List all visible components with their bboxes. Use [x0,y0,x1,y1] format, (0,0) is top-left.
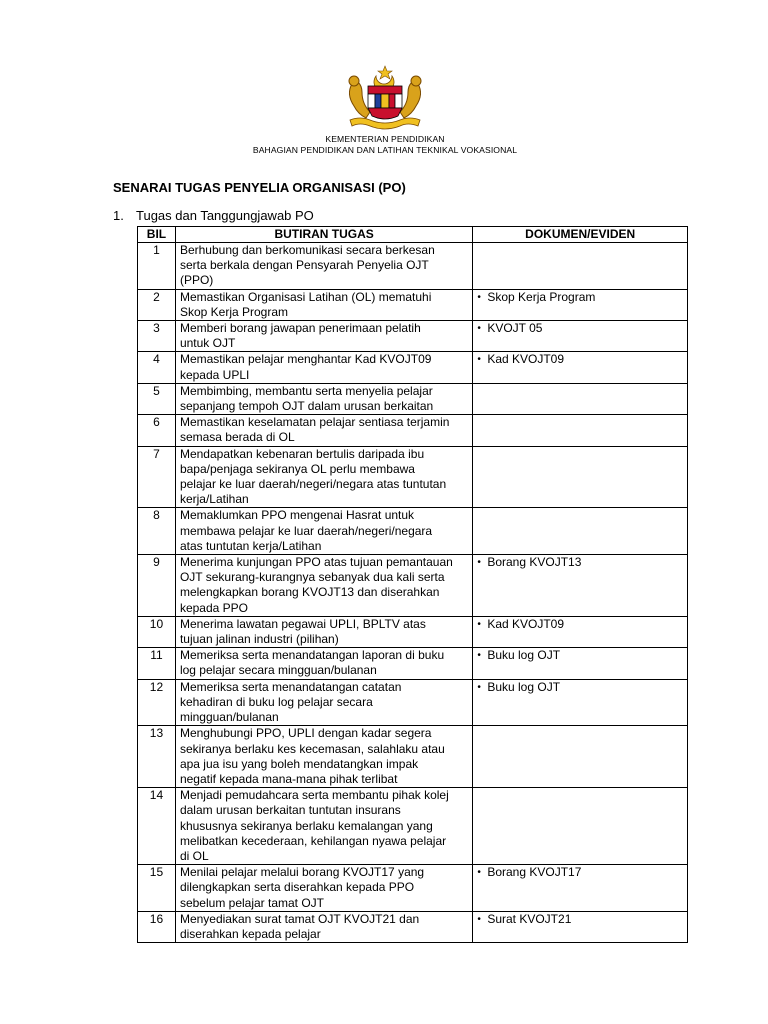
row-number: 16 [138,911,176,942]
task-line: Membimbing, membantu serta menyelia pelajar [179,383,433,398]
task-description [175,726,472,788]
bullet-icon: • [477,557,481,569]
task-line: sebelum pelajar tamat OJT [179,895,325,910]
task-description [175,321,472,352]
document-title: SENARAI TUGAS PENYELIA ORGANISASI (PO) [113,180,406,195]
task-description [175,679,472,726]
task-line: melengkapkan borang KVOJT13 dan diserahkan [179,585,440,600]
task-line: Memastikan keselamatan pelajar sentiasa terjamin [179,415,450,430]
task-line: Memastikan Organisasi Latihan (OL) mematuhi [179,289,432,304]
table-row [138,446,688,508]
table-row [138,352,688,383]
evidence-cell [473,616,688,647]
task-line: Memastikan pelajar menghantar Kad KVOJT09 [179,352,432,367]
row-number: 8 [138,508,176,555]
section-title: Tugas dan Tanggungjawab PO [136,208,314,223]
evidence-cell [473,679,688,726]
bullet-icon: • [477,913,481,925]
task-description [175,911,472,942]
task-line: melibatkan kecederaan, kehilangan nyawa pelajar [179,833,447,848]
task-line: tujuan jalinan industri (pilihan) [179,632,339,647]
task-line: kepada PPO [179,600,248,615]
task-description [175,788,472,865]
task-line: untuk OJT [179,336,236,351]
task-line: Menilai pelajar melalui borang KVOJT17 yang [179,865,425,880]
evidence-cell [473,648,688,679]
evidence-document: Borang KVOJT17 [487,865,582,880]
evidence-document: Borang KVOJT13 [487,555,582,570]
task-line: Menghubungi PPO, UPLI dengan kadar segera [179,726,432,741]
table-row [138,321,688,352]
bullet-icon: • [477,323,481,335]
row-number: 4 [138,352,176,383]
row-number: 11 [138,648,176,679]
evidence-cell [473,289,688,320]
task-line: Menerima lawatan pegawai UPLI, BPLTV atas [179,616,426,631]
bullet-icon: • [477,650,481,662]
task-line: bapa/penjaga sekiranya OL perlu membawa [179,461,415,476]
table-row [138,289,688,320]
task-line: (PPO) [179,273,214,288]
task-line: OJT sekurang-kurangnya sebanyak dua kali serta [179,570,445,585]
row-number: 7 [138,446,176,508]
header-doc: DOKUMEN/EVIDEN [473,227,688,243]
task-description [175,508,472,555]
task-line: atas tuntutan kerja/Latihan [179,538,322,553]
task-table-body [138,243,688,943]
evidence-cell [473,446,688,508]
header-task: BUTIRAN TUGAS [175,227,472,243]
row-number: 1 [138,243,176,290]
bullet-icon: • [477,354,481,366]
task-description [175,865,472,912]
evidence-cell [473,352,688,383]
table-row [138,383,688,414]
division-name: BAHAGIAN PENDIDIKAN DAN LATIHAN TEKNIKAL VOKASIONAL [252,145,518,155]
table-row [138,415,688,446]
evidence-document: Skop Kerja Program [487,289,596,304]
task-description [175,648,472,679]
table-row [138,555,688,617]
task-line: apa jua isu yang boleh mendatangkan impak [179,756,419,771]
bullet-icon: • [477,681,481,693]
table-row [138,865,688,912]
evidence-document: KVOJT 05 [487,321,543,336]
task-line: dalam urusan berkaitan tuntutan insurans [179,803,401,818]
task-line: khususnya sekiranya berlaku kemalangan yang [179,818,433,833]
table-row [138,508,688,555]
task-line: dilengkapkan serta diserahkan kepada PPO [179,880,415,895]
row-number: 6 [138,415,176,446]
task-description [175,289,472,320]
row-number: 12 [138,679,176,726]
evidence-cell [473,726,688,788]
table-row [138,788,688,865]
evidence-cell [473,555,688,617]
task-line: log pelajar secara mingguan/bulanan [179,663,377,678]
table-header-row [138,227,688,243]
evidence-cell [473,321,688,352]
task-line: Menjadi pemudahcara serta membantu pihak kolej [179,788,449,803]
task-table [137,226,688,943]
task-line: semasa berada di OL [179,430,295,445]
evidence-document: Surat KVOJT21 [487,911,572,926]
task-line: Memeriksa serta menandatangan laporan di buku [179,648,445,663]
table-row [138,911,688,942]
task-line: pelajar ke luar daerah/negeri/negara atas tuntutan [179,477,447,492]
evidence-document: Buku log OJT [487,679,561,694]
row-number: 9 [138,555,176,617]
evidence-document: Buku log OJT [487,648,561,663]
task-description [175,352,472,383]
bullet-icon: • [477,618,481,630]
task-description [175,383,472,414]
row-number: 15 [138,865,176,912]
task-line: kepada UPLI [179,367,250,382]
task-description [175,243,472,290]
task-description [175,415,472,446]
table-row [138,243,688,290]
task-line: kehadiran di buku log pelajar secara [179,694,373,709]
evidence-cell [473,911,688,942]
table-row [138,648,688,679]
evidence-cell [473,788,688,865]
task-line: serta berkala dengan Pensyarah Penyelia OJT [179,258,429,273]
row-number: 13 [138,726,176,788]
evidence-cell [473,383,688,414]
task-line: Berhubung dan berkomunikasi secara berkesan [179,243,435,257]
task-line: di OL [179,848,209,863]
table-row [138,679,688,726]
task-line: negatif kepada mana-mana pihak terlibat [179,771,398,786]
row-number: 2 [138,289,176,320]
task-description [175,446,472,508]
task-line: diserahkan kepada pelajar [179,926,321,941]
task-line: sekiranya berlaku kes kecemasan, salahlaku atau [179,741,445,756]
task-description [175,555,472,617]
evidence-cell [473,508,688,555]
evidence-cell [473,865,688,912]
ministry-name: KEMENTERIAN PENDIDIKAN [325,134,445,144]
bullet-icon: • [477,291,481,303]
bullet-icon: • [477,867,481,879]
evidence-document: Kad KVOJT09 [487,352,565,367]
task-line: Menyediakan surat tamat OJT KVOJT21 dan [179,911,420,926]
table-row [138,616,688,647]
evidence-cell [473,415,688,446]
evidence-document: Kad KVOJT09 [487,616,565,631]
task-line: mingguan/bulanan [179,710,279,725]
header-bil: BIL [138,227,176,243]
task-line: Memaklumkan PPO mengenai Hasrat untuk [179,508,415,523]
task-line: Mendapatkan kebenaran bertulis daripada ibu [179,446,425,461]
task-line: Skop Kerja Program [179,304,288,319]
evidence-cell [473,243,688,290]
task-line: Memberi borang jawapan penerimaan pelatih [179,321,421,336]
section-heading [113,208,314,223]
task-line: Menerima kunjungan PPO atas tujuan pemantauan [179,555,453,570]
row-number: 3 [138,321,176,352]
task-line: sepanjang tempoh OJT dalam urusan berkaitan [179,399,434,414]
task-line: kerja/Latihan [179,492,249,507]
coat-of-arms-icon [344,64,426,132]
row-number: 10 [138,616,176,647]
table-row [138,726,688,788]
task-line: Memeriksa serta menandatangan catatan [179,679,402,694]
section-number: 1. [113,208,124,223]
row-number: 5 [138,383,176,414]
row-number: 14 [138,788,176,865]
ministry-header [0,134,768,156]
task-description [175,616,472,647]
task-line: membawa pelajar ke luar daerah/negeri/negara [179,523,433,538]
